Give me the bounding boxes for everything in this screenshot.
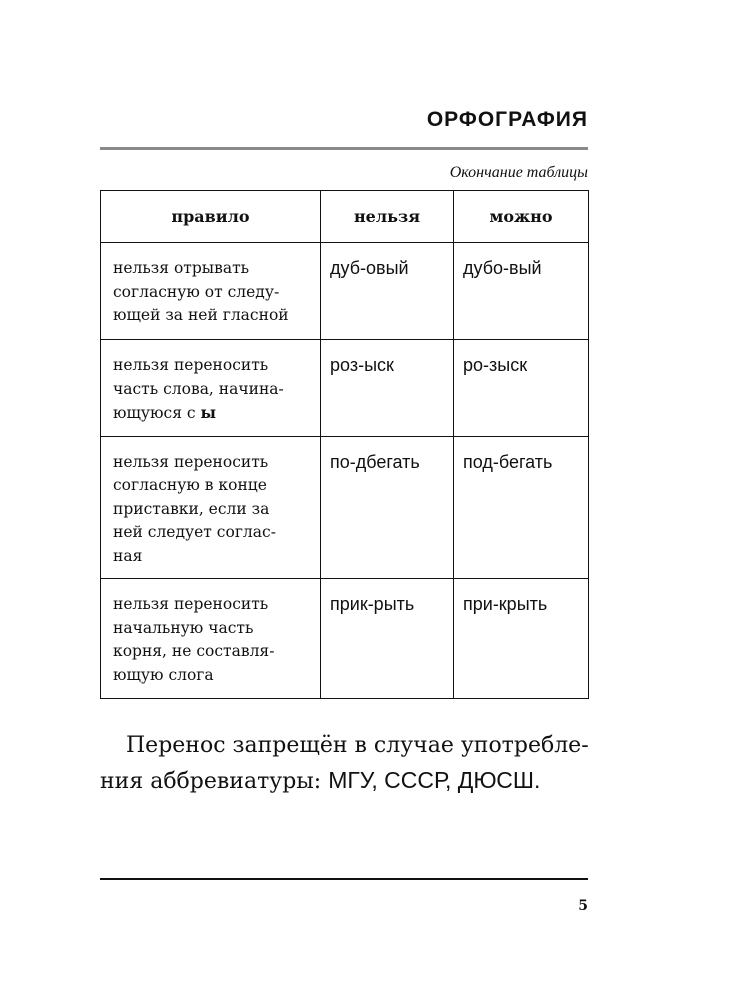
footer-rule [100,878,588,880]
rule-text-line: ющую слога [113,665,214,684]
page-number: 5 [578,898,588,914]
allowed-example-cell: при-крыть [454,579,589,699]
column-header-rule: правило [101,191,321,243]
rule-cell [101,579,321,699]
running-header-title: ОРФОГРАФИЯ [426,108,588,131]
allowed-example-cell: под-бегать [454,436,589,579]
allowed-example-cell: ро-зыск [454,340,589,437]
paragraph-line: Перенос запрещён в случае употребле- [126,733,589,758]
rule-cell [101,436,321,579]
rule-text-line: часть слова, начина- [113,379,284,398]
table-row [101,243,589,340]
allowed-example-cell: дубо-вый [454,243,589,340]
rule-text-line: ней следует соглас- [113,523,276,541]
hyphenation-rules-table [100,190,589,699]
column-header-forbidden: нельзя [321,191,454,243]
abbreviation-examples: МГУ, СССР, ДЮСШ. [328,767,541,793]
rule-text-line: согласную от следу- [113,282,280,301]
rule-bold-letter: ы [200,403,217,422]
forbidden-example-cell: роз-ыск [321,340,454,437]
rule-text-line: ющей за ней гласной [113,306,289,324]
table-row [101,579,589,699]
column-header-allowed: можно [454,191,589,243]
table-row [101,436,589,579]
rule-text-line: ная [113,546,143,565]
paragraph-text-fragment: ния аббревиатуры: [100,769,329,794]
rule-text-line: приставки, если за [113,499,270,518]
header-rule [100,147,588,150]
forbidden-example-cell: по-дбегать [321,436,454,579]
paragraph-line [100,763,600,799]
rule-text-line: нельзя переносить [113,356,269,374]
rule-text-line [113,401,310,426]
forbidden-example-cell: прик-рыть [321,579,454,699]
rule-text-line: корня, не составля- [113,642,275,660]
table-continuation-caption: Окончание таблицы [449,164,588,181]
rule-text-line: начальную часть [113,618,254,637]
rule-text-line: нельзя переносить [113,595,269,613]
table-header-row [101,191,589,243]
rule-text-fragment: ющуюся с [113,404,201,422]
body-paragraph [100,728,600,799]
rule-cell [101,340,321,437]
forbidden-example-cell: дуб-овый [321,243,454,340]
rule-text-line: нельзя отрывать [113,259,250,277]
rule-text-line: нельзя переносить [113,452,269,471]
rule-text-line: согласную в конце [113,476,267,494]
rule-cell [101,243,321,340]
table-row [101,340,589,437]
